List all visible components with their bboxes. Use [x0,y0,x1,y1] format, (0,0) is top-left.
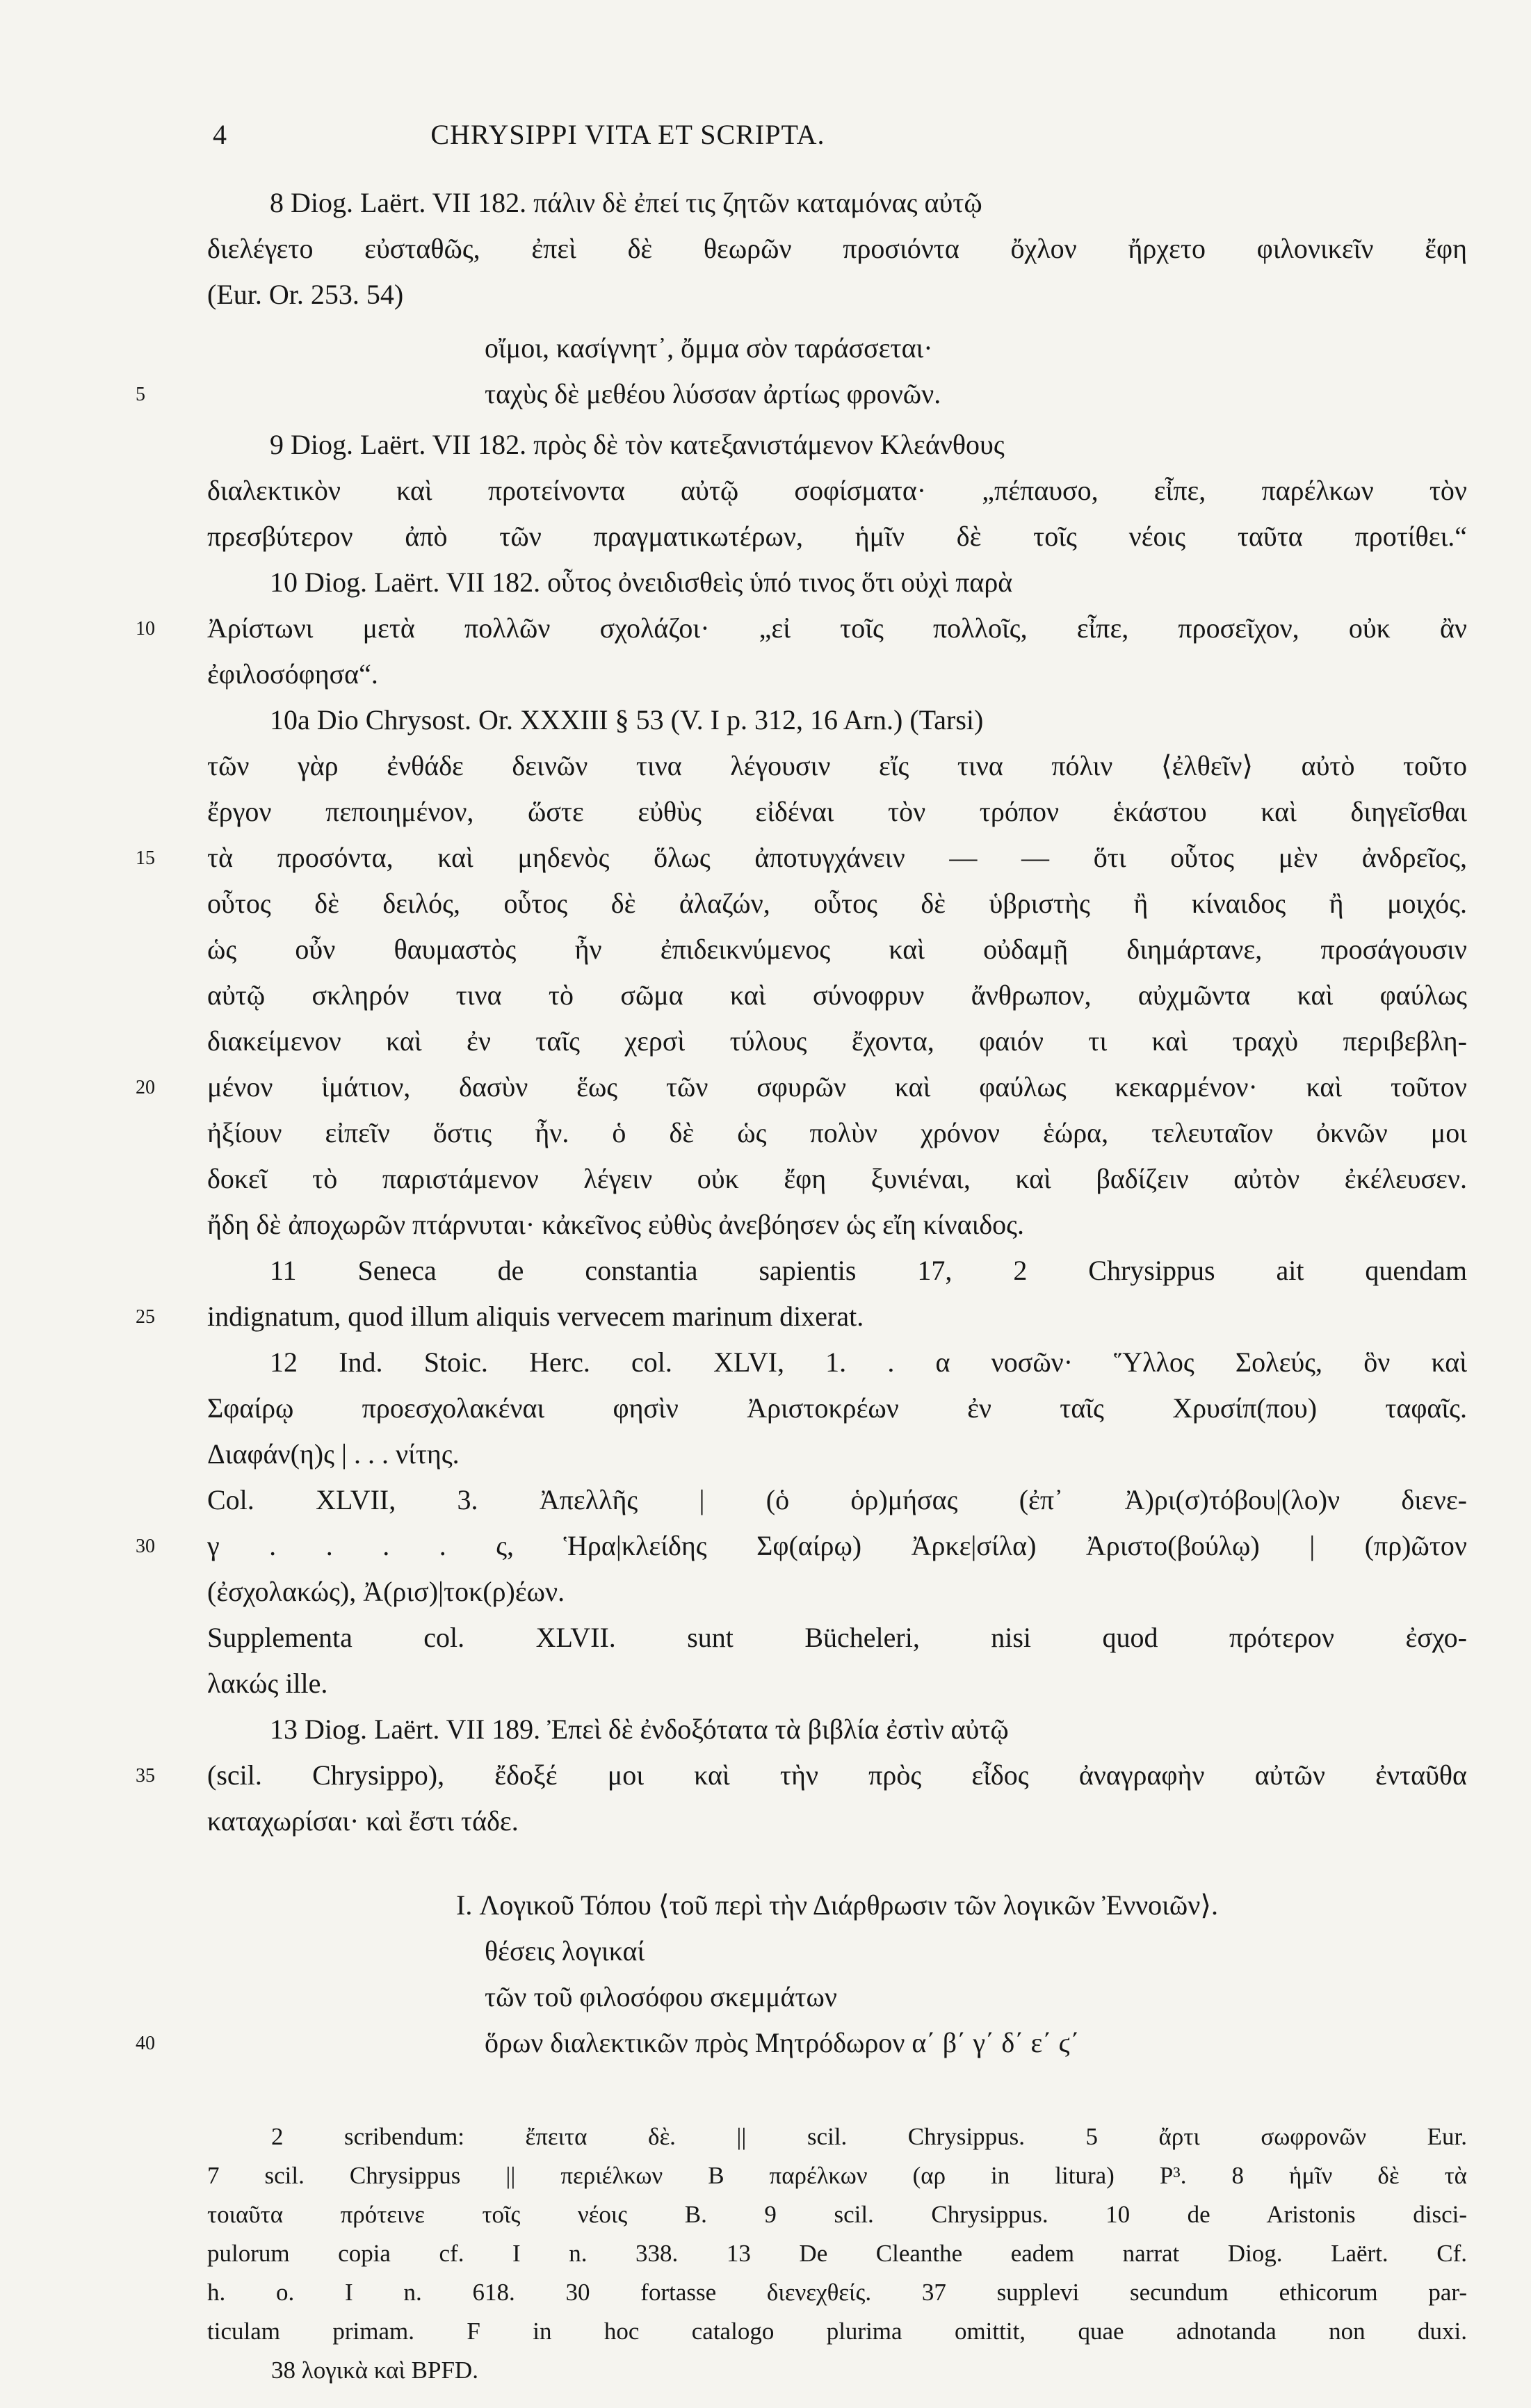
text-line: διελέγετο εὐσταθῶς, ἐπεὶ δὲ θεωρῶν προσιόντα ὄχλον ἤρχετο φιλονικεῖν ἔφη [207,233,1467,264]
page-number: 4 [213,119,227,150]
text-line: μένον ἱμάτιον, δασὺν ἕως τῶν σφυρῶν καὶ φαύλως κεκαρμένον· καὶ τοῦτον [207,1071,1467,1103]
text-line: 8 Diog. Laërt. VII 182. πάλιν δὲ ἐπεί τις ζητῶν καταμόνας αὐτῷ [270,187,982,218]
text-line: ὡς οὖν θαυμαστὸς ἦν ἐπιδεικνύμενος καὶ οὐδαμῇ διημάρτανε, προσάγουσιν [207,934,1467,965]
text-line: διακείμενον καὶ ἐν ταῖς χερσὶ τύλους ἔχοντα, φαιόν τι καὶ τραχὺ περιβεβλη- [207,1025,1467,1057]
text-line: ἔργον πεποιημένον, ὥστε εὐθὺς εἰδέναι τὸν τρόπον ἑκάστου καὶ διηγεῖσθαι [207,796,1467,827]
footnote-line: pulorum copia cf. I n. 338. 13 De Cleanthe eadem narrat Diog. Laërt. Cf. [207,2240,1467,2267]
text-line: (Eur. Or. 253. 54) [207,279,404,310]
line-number: 15 [136,847,155,869]
text-line: 10 Diog. Laërt. VII 182. οὗτος ὀνειδισθεὶς ὑπό τινος ὅτι οὐχὶ παρὰ [270,567,1013,598]
text-line: οὗτος δὲ δειλός, οὗτος δὲ ἀλαζών, οὗτος δὲ ὑβριστὴς ἢ κίναιδος ἢ μοιχός. [207,888,1467,919]
line-number: 20 [136,1077,155,1098]
catalog-line: τῶν τοῦ φιλοσόφου σκεμμάτων [485,1981,837,2012]
section-heading: I. Λογικοῦ Τόπου ⟨τοῦ περὶ τὴν Διάρθρωσιν τῶν λογικῶν Ἐννοιῶν⟩. [456,1889,1218,1921]
catalog-line: ὅρων διαλεκτικῶν πρὸς Μητρόδωρον α΄ β΄ γ΄ δ΄ ε΄ ϛ΄ [485,2027,1080,2058]
text-line: 11 Seneca de constantia sapientis 17, 2 Chrysippus ait quendam [270,1255,1467,1286]
text-line: Διαφάν(η)ς | . . . νίτης. [207,1438,460,1470]
text-line: τὰ προσόντα, καὶ μηδενὸς ὅλως ἀποτυγχάνειν — — ὅτι οὗτος μὲν ἀνδρεῖος, [207,842,1467,873]
verse-line: οἴμοι, κασίγνητ᾽, ὄμμα σὸν ταράσσεται· [485,332,933,364]
catalog-line: θέσεις λογικαί [485,1935,645,1967]
text-line: αὐτῷ σκληρόν τινα τὸ σῶμα καὶ σύνοφρυν ἄνθρωπον, αὐχμῶντα καὶ φαύλως [207,979,1467,1011]
text-line: δοκεῖ τὸ παριστάμενον λέγειν οὐκ ἔφη ξυνιέναι, καὶ βαδίζειν αὐτὸν ἐκέλευσεν. [207,1163,1467,1194]
text-line: πρεσβύτερον ἀπὸ τῶν πραγματικωτέρων, ἡμῖν δὲ τοῖς νέοις ταῦτα προτίθει.“ [207,521,1467,552]
text-line: indignatum, quod illum aliquis vervecem marinum dixerat. [207,1301,864,1332]
verse-line: ταχὺς δὲ μεθέου λύσσαν ἀρτίως φρονῶν. [485,378,941,409]
text-line: διαλεκτικὸν καὶ προτείνοντα αὐτῷ σοφίσματα· „πέπαυσο, εἶπε, παρέλκων τὸν [207,475,1467,506]
text-line: Col. XLVII, 3. Ἀπελλῆς | (ὁ ὁρ)μήσας (ἐπ᾽ Ἀ)ρι(σ)τόβου|(λο)ν διενε- [207,1484,1467,1515]
line-number: 30 [136,1536,155,1557]
text-line: Supplementa col. XLVII. sunt Bücheleri, nisi quod πρότερον ἐσχο- [207,1622,1467,1653]
text-line: γ . . . . ς, Ἡρα|κλείδης Σφ(αίρῳ) Ἀρκε|σίλα) Ἀριστο(βούλῳ) | (πρ)ῶτον [207,1530,1467,1561]
footnote-line: 7 scil. Chrysippus || περιέλκων B παρέλκων (αρ in litura) P³. 8 ἡμῖν δὲ τὰ [207,2162,1467,2189]
text-line: ἐφιλοσόφησα“. [207,658,378,690]
footnote-line: h. o. I n. 618. 30 fortasse διενεχθείς. 37 supplevi secundum ethicorum par- [207,2279,1467,2306]
text-line: Ἀρίστωνι μετὰ πολλῶν σχολάζοι· „εἰ τοῖς πολλοῖς, εἶπε, προσεῖχον, οὐκ ἂν [207,612,1467,644]
line-number: 40 [136,2033,155,2054]
text-line: 10a Dio Chrysost. Or. XXXIII § 53 (V. I p. 312, 16 Arn.) (Tarsi) [270,704,984,735]
page-header [207,118,1048,160]
text-line: (ἐσχολακώς), Ἀ(ρισ)|τοκ(ρ)έων. [207,1576,565,1607]
text-line: ἠξίουν εἰπεῖν ὅστις ἦν. ὁ δὲ ὡς πολὺν χρόνον ἑώρα, τελευταῖον ὀκνῶν μοι [207,1117,1467,1148]
text-line: λακώς ille. [207,1668,328,1699]
text-line: 9 Diog. Laërt. VII 182. πρὸς δὲ τὸν κατεξανιστάμενον Κλεάνθους [270,429,1005,460]
line-number: 5 [136,384,145,405]
text-line: Σφαίρῳ προεσχολακέναι φησὶν Ἀριστοκρέων ἐν ταῖς Χρυσίπ(που) ταφαῖς. [207,1392,1467,1424]
footnote-line: 38 λογικὰ καὶ BPFD. [271,2357,478,2384]
text-line: 13 Diog. Laërt. VII 189. Ἐπεὶ δὲ ἐνδοξότατα τὰ βιβλία ἐστὶν αὐτῷ [270,1714,1009,1745]
footnote-line: ticulam primam. F in hoc catalogo plurima omittit, quae adnotanda non duxi. [207,2318,1467,2345]
line-number: 25 [136,1306,155,1328]
text-line: τῶν γὰρ ἐνθάδε δεινῶν τινα λέγουσιν εἴς τινα πόλιν ⟨ἐλθεῖν⟩ αὐτὸ τοῦτο [207,750,1467,781]
text-line: ἤδη δὲ ἀποχωρῶν πτάρνυται· κἀκεῖνος εὐθὺς ἀνεβόησεν ὡς εἴη κίναιδος. [207,1209,1025,1240]
footnote-line: τοιαῦτα πρότεινε τοῖς νέοις B. 9 scil. Chrysippus. 10 de Aristonis disci- [207,2201,1467,2228]
line-number: 10 [136,618,155,640]
running-title: CHRYSIPPI VITA ET SCRIPTA. [430,119,825,150]
text-line: 12 Ind. Stoic. Herc. col. XLVI, 1. . α νοσῶν· Ὕλλος Σολεύς, ὃν καὶ [270,1347,1467,1378]
line-number: 35 [136,1765,155,1787]
text-line: (scil. Chrysippo), ἔδοξέ μοι καὶ τὴν πρὸς εἶδος ἀναγραφὴν αὐτῶν ἐνταῦθα [207,1759,1467,1791]
footnote-line: 2 scribendum: ἔπειτα δὲ. || scil. Chrysippus. 5 ἄρτι σωφρονῶν Eur. [271,2123,1467,2150]
text-line: καταχωρίσαι· καὶ ἔστι τάδε. [207,1805,519,1837]
